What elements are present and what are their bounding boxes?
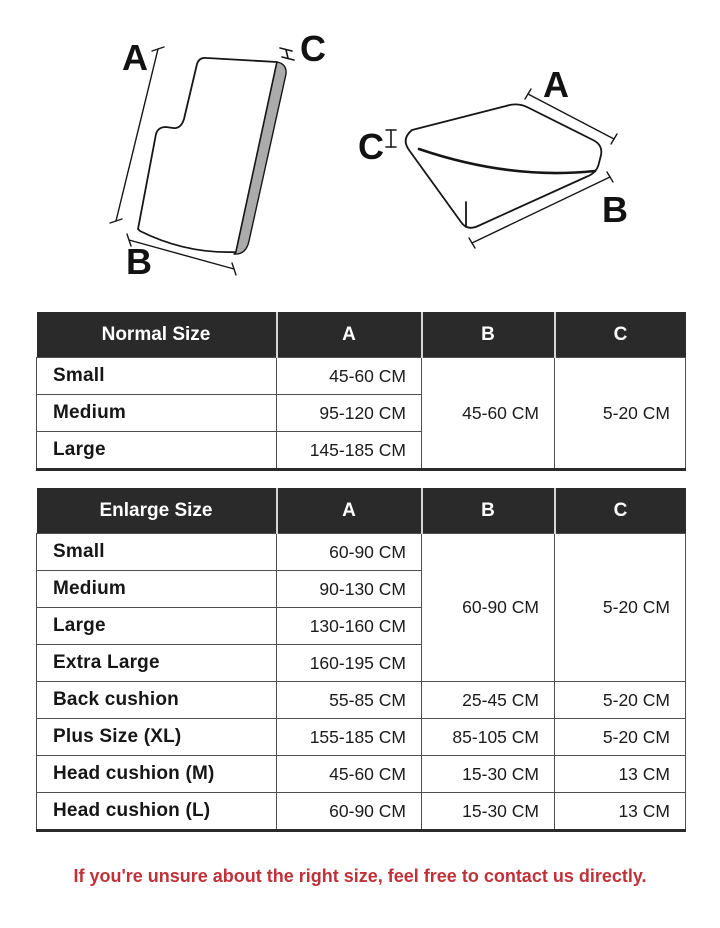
- contact-note: If you're unsure about the right size, feel free to contact us directly.: [73, 866, 647, 886]
- cell-a: 60-90 CM: [277, 534, 422, 571]
- dim-label-b: B: [126, 241, 152, 282]
- cell-b: 25-45 CM: [422, 682, 555, 719]
- col-header-a: A: [277, 488, 422, 534]
- cushion-diagrams: [0, 0, 720, 300]
- seat-cushion-diagram: [358, 64, 628, 248]
- cell-a: 145-185 CM: [277, 432, 422, 470]
- cell-a: 45-60 CM: [277, 756, 422, 793]
- cell-c-merged: 5-20 CM: [555, 358, 686, 470]
- row-label: Medium: [37, 571, 277, 608]
- table-row: [37, 719, 686, 756]
- table-row: [37, 358, 686, 395]
- cell-a: 155-185 CM: [277, 719, 422, 756]
- table-row: [37, 534, 686, 571]
- cell-b: 85-105 CM: [422, 719, 555, 756]
- cell-c: 5-20 CM: [555, 682, 686, 719]
- cell-c: 13 CM: [555, 793, 686, 831]
- dimension-tick-c: [386, 130, 396, 147]
- dim-label-c: C: [300, 28, 326, 69]
- table-row: [37, 793, 686, 831]
- row-label: Head cushion (M): [37, 756, 277, 793]
- table-title: Normal Size: [37, 312, 277, 358]
- table-row: [37, 682, 686, 719]
- dim-label-a: A: [543, 64, 569, 105]
- cell-a: 90-130 CM: [277, 571, 422, 608]
- row-label: Medium: [37, 395, 277, 432]
- cell-c: 5-20 CM: [555, 719, 686, 756]
- row-label: Plus Size (XL): [37, 719, 277, 756]
- cell-b: 15-30 CM: [422, 756, 555, 793]
- dim-label-c: C: [358, 126, 384, 167]
- back-cushion-diagram: [110, 28, 326, 282]
- col-header-c: C: [555, 488, 686, 534]
- cell-a: 45-60 CM: [277, 358, 422, 395]
- cell-b-merged: 60-90 CM: [422, 534, 555, 682]
- col-header-a: A: [277, 312, 422, 358]
- header-row: [37, 488, 686, 534]
- cell-b-merged: 45-60 CM: [422, 358, 555, 470]
- row-label: Extra Large: [37, 645, 277, 682]
- table-title: Enlarge Size: [37, 488, 277, 534]
- seat-cushion-outline: [406, 104, 602, 227]
- cell-b: 15-30 CM: [422, 793, 555, 831]
- cell-a: 60-90 CM: [277, 793, 422, 831]
- enlarge-size-table: [36, 488, 686, 832]
- row-label: Large: [37, 608, 277, 645]
- cell-a: 130-160 CM: [277, 608, 422, 645]
- cell-a: 160-195 CM: [277, 645, 422, 682]
- row-label: Large: [37, 432, 277, 470]
- row-label: Head cushion (L): [37, 793, 277, 831]
- header-row: [37, 312, 686, 358]
- cell-c-merged: 5-20 CM: [555, 534, 686, 682]
- dimension-tick-c: [280, 48, 294, 60]
- cell-a: 55-85 CM: [277, 682, 422, 719]
- cell-c: 13 CM: [555, 756, 686, 793]
- row-label: Back cushion: [37, 682, 277, 719]
- col-header-b: B: [422, 312, 555, 358]
- col-header-b: B: [422, 488, 555, 534]
- col-header-c: C: [555, 312, 686, 358]
- dim-label-a: A: [122, 37, 148, 78]
- row-label: Small: [37, 358, 277, 395]
- normal-size-table: [36, 312, 686, 471]
- cell-a: 95-120 CM: [277, 395, 422, 432]
- back-cushion-outline: [138, 58, 277, 252]
- row-label: Small: [37, 534, 277, 571]
- dim-label-b: B: [602, 189, 628, 230]
- table-row: [37, 756, 686, 793]
